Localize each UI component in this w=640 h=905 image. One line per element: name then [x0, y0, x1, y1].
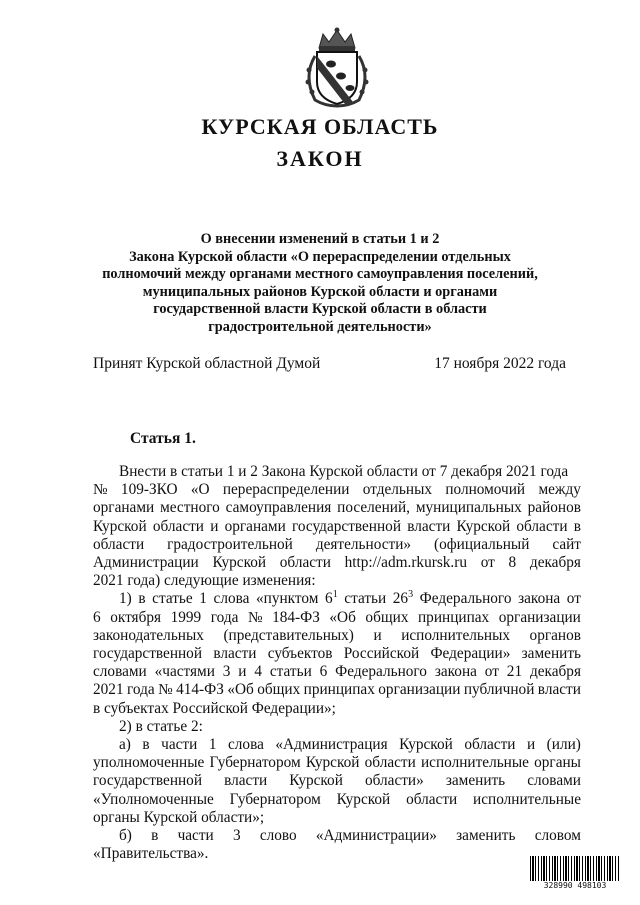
body-word: организации [378, 681, 461, 699]
law-title-line: О внесении изменений в статьи 1 и 2 [200, 231, 440, 247]
body-word: заменить [521, 645, 581, 663]
law-title-line: градостроительной деятельности» [208, 318, 432, 335]
body-word: «пунктом [256, 590, 319, 608]
body-word: сайт [552, 535, 581, 553]
body-word: части [177, 827, 214, 845]
body-word: Губернатором [229, 790, 321, 808]
body-word: Федерального [419, 590, 512, 608]
body-word: Губернатором [209, 754, 301, 772]
body-line [93, 481, 581, 499]
body-word: Федерации» [430, 645, 511, 663]
law-title-line: государственной власти Курской области в области [153, 301, 487, 318]
body-word: $26^3$ [392, 589, 414, 608]
body-word: градостроительной [167, 535, 293, 553]
law-title [60, 231, 580, 337]
body-word: законодательных [93, 626, 204, 644]
body-word: Курской [399, 736, 453, 754]
body-word: области [279, 554, 331, 572]
body-line [93, 645, 581, 663]
body-word: словами [93, 663, 147, 681]
body-word: субъектов [267, 645, 333, 663]
body-word: власти [224, 772, 268, 790]
body-word: года [210, 608, 239, 626]
body-word: государственной [93, 772, 203, 790]
body-word: октября [110, 608, 162, 626]
body-line [93, 554, 581, 572]
document-kind-heading: ЗАКОН [276, 146, 364, 171]
body-line [93, 718, 581, 736]
document-barcode [530, 856, 620, 892]
body-word: статье [152, 590, 193, 608]
body-word: заменить [445, 772, 506, 790]
body-word: «Об [227, 681, 254, 699]
body-word: (представительных) [223, 626, 354, 644]
body-line [93, 827, 581, 845]
body-word: (или) [546, 736, 581, 754]
body-word: области [464, 736, 516, 754]
body-word: поселений, [337, 499, 410, 517]
body-word: государственной [93, 645, 203, 663]
body-word: самоуправления [225, 499, 332, 517]
body-word: уполномоченные [93, 754, 205, 772]
body-line [93, 845, 581, 863]
body-word: Курской [456, 517, 511, 535]
body-word: перераспределении [222, 481, 350, 499]
body-word: области» [364, 772, 424, 790]
body-word: в [151, 827, 159, 845]
body-word: Курской [212, 554, 267, 572]
body-word: органами [224, 517, 286, 535]
region-heading: КУРСКАЯ ОБЛАСТЬ [201, 114, 439, 139]
body-word: 1999 [170, 608, 202, 626]
body-word: 184-ФЗ [272, 608, 320, 626]
body-line [93, 609, 581, 627]
body-line [93, 681, 581, 699]
body-word: государственной [291, 517, 402, 535]
body-word: муниципальных [415, 499, 522, 517]
body-word: отдельных [362, 481, 432, 499]
body-word: статьи [269, 663, 312, 681]
barcode-number: 328990 498103 [530, 881, 620, 891]
body-line-text: 2021 года) следующие изменения: [93, 572, 316, 590]
body-word: власти [537, 681, 581, 699]
body-line [93, 736, 581, 754]
article-body [93, 463, 581, 863]
body-word: 6 [319, 663, 328, 681]
body-word: 109-ЗКО [120, 481, 178, 499]
superscript: 3 [408, 589, 414, 601]
body-word: от [480, 554, 495, 572]
body-word: общих [257, 681, 301, 699]
body-word: области [152, 517, 204, 535]
body-line [93, 627, 581, 645]
body-line [93, 791, 581, 809]
body-line-text: 2) в статье 2: [119, 717, 203, 735]
body-line [93, 518, 581, 536]
body-word: статьи [344, 590, 387, 608]
body-word: закона [518, 590, 561, 608]
body-word: Курской [289, 772, 343, 790]
body-word: 2021 [93, 681, 124, 699]
body-word: слова [228, 736, 264, 754]
body-word: и [526, 736, 536, 754]
superscript: 1 [332, 589, 338, 601]
body-word: исполнительные [420, 754, 529, 772]
body-word: органов [529, 626, 581, 644]
body-word: местного [160, 499, 220, 517]
body-word: декабря [529, 554, 581, 572]
body-line [93, 536, 581, 554]
body-word: Курской [336, 790, 391, 808]
law-title-line: Закона Курской области «О перераспределении отдельных [129, 248, 511, 265]
body-word: года [127, 681, 155, 699]
body-line [93, 572, 581, 590]
body-word: 21 [506, 663, 523, 681]
body-word: в [142, 736, 150, 754]
body-word: (официальный [434, 535, 530, 553]
body-word: между [538, 481, 581, 499]
body-word: в [138, 590, 146, 608]
body-line [93, 772, 581, 790]
body-word: 1 [199, 590, 207, 608]
body-word: области [364, 754, 416, 772]
body-word: полномочий [445, 481, 526, 499]
body-word: принципах [418, 608, 490, 626]
body-line-text: Внести в статьи 1 и 2 Закона Курской области от 7 декабря 2021 года [119, 463, 569, 480]
body-word: Администрации [93, 554, 199, 572]
body-word: и [238, 663, 247, 681]
body-word: декабря [529, 663, 581, 681]
adoption-date: 17 ноября 2022 года [434, 355, 566, 372]
article-heading: Статья 1. [130, 430, 196, 447]
body-word: Российской [343, 645, 420, 663]
body-line [93, 463, 581, 481]
body-line-text: «Правительства». [93, 845, 209, 863]
body-word: принципах [303, 681, 375, 699]
body-word: общих [365, 608, 409, 626]
body-word: 3 [232, 827, 241, 845]
body-word: словом [534, 827, 581, 845]
body-word: 1 [208, 736, 217, 754]
body-word: «Администрация [275, 736, 388, 754]
body-word: «Об [329, 608, 356, 626]
body-word: слова [213, 590, 250, 608]
body-word: в [573, 517, 581, 535]
body-word: Курской [305, 754, 360, 772]
body-word: власти [213, 645, 257, 663]
law-title-line: полномочий между органами местного самоуправления поселений, [102, 266, 538, 283]
body-word: власти [407, 517, 451, 535]
body-word: органами [93, 499, 155, 517]
body-word: «Уполномоченные [93, 790, 214, 808]
body-word: 6 [93, 608, 101, 626]
kursk-coat-of-arms-emblem [297, 26, 377, 108]
body-word: http://adm.rkursk.ru [344, 554, 467, 572]
body-word: № [247, 608, 263, 626]
body-word: исполнительных [401, 626, 510, 644]
body-word: 3 [222, 663, 231, 681]
body-word: «частями [154, 663, 215, 681]
body-line [93, 663, 581, 681]
body-word: 1) [119, 590, 132, 608]
body-line [93, 590, 581, 608]
body-word: 8 [508, 554, 517, 572]
body-word: районов [527, 499, 581, 517]
body-word: 414-ФЗ [176, 681, 224, 699]
body-word: исполнительные [473, 790, 581, 808]
body-line [93, 499, 581, 517]
body-word: от [566, 590, 581, 608]
body-word: № [93, 481, 108, 499]
body-word: заменить [456, 827, 516, 845]
body-word: $6^1$ [325, 589, 338, 608]
body-line [93, 754, 581, 772]
body-word: б) [119, 827, 132, 845]
body-word: Федерального [335, 663, 427, 681]
body-line [93, 809, 581, 827]
body-word: 4 [254, 663, 262, 681]
adopted-by: Принят Курской областной Думой [93, 355, 321, 372]
body-word: Курской [93, 517, 147, 535]
body-word: и [210, 517, 219, 535]
body-line-text: органы Курской области»; [93, 808, 265, 826]
body-line [93, 700, 581, 718]
body-word: а) [119, 736, 131, 754]
body-word: слово [259, 827, 297, 845]
body-word: закона [434, 663, 477, 681]
body-line-text: в субъектах Российской Федерации»; [93, 699, 336, 717]
body-word: словами [527, 772, 581, 790]
body-word: области [516, 517, 568, 535]
body-word: публичной [463, 681, 535, 699]
body-word: части [161, 736, 198, 754]
barcode-bars [530, 856, 620, 882]
body-word: деятельности» [315, 535, 412, 553]
law-title-line: муниципальных районов Курской области и органами [142, 283, 498, 300]
body-word: области [406, 790, 458, 808]
body-word: «Администрации» [315, 827, 437, 845]
body-word: органы [534, 754, 581, 772]
body-word: и [373, 626, 382, 644]
body-word: организации [498, 608, 581, 626]
body-word: области [93, 535, 145, 553]
body-word: № [158, 681, 173, 699]
body-word: от [484, 663, 499, 681]
body-word: «О [190, 481, 210, 499]
